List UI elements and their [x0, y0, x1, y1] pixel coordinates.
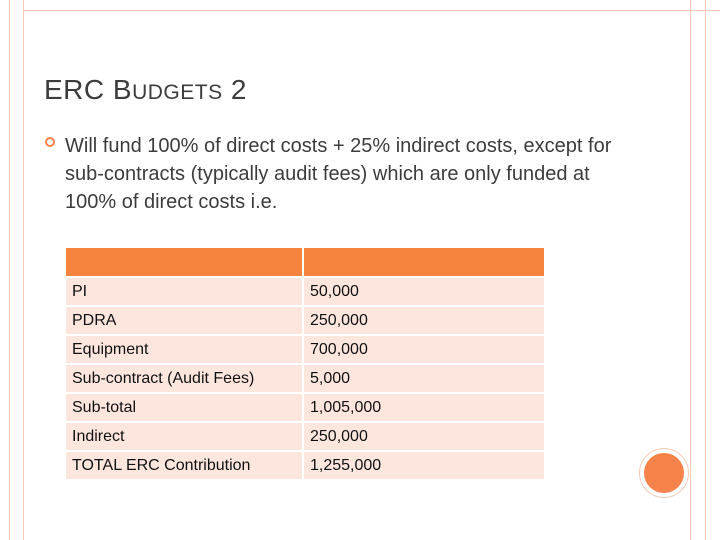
table-row [66, 423, 544, 450]
budget-item-value: 1,255,000 [304, 452, 544, 479]
bullet-text: Will fund 100% of direct costs + 25% indirect costs, except for sub-contracts (typically audit fees) which are only funded at 100% of direct costs i.e. [65, 135, 612, 213]
table-header-row [66, 248, 544, 276]
budget-item-label: PDRA [66, 307, 302, 334]
table-row [66, 452, 544, 479]
table-row [66, 307, 544, 334]
right-frame-line-inner [705, 0, 706, 540]
bullet-circle-icon [44, 136, 56, 148]
budget-item-value: 1,005,000 [304, 394, 544, 421]
bullet-item [44, 132, 624, 216]
budget-item-label: Sub-contract (Audit Fees) [66, 365, 302, 392]
table-row [66, 365, 544, 392]
budget-item-value: 5,000 [304, 365, 544, 392]
budget-item-value: 50,000 [304, 278, 544, 305]
budget-item-label: Equipment [66, 336, 302, 363]
budget-item-value: 250,000 [304, 423, 544, 450]
budget-item-label: TOTAL ERC Contribution [66, 452, 302, 479]
table-header-cell [304, 248, 544, 276]
budget-table [64, 246, 546, 481]
left-frame-border [0, 0, 24, 540]
table-header-cell [66, 248, 302, 276]
slide-title: ERC BUDGETS 2 [44, 74, 247, 105]
budget-item-label: PI [66, 278, 302, 305]
budget-item-label: Sub-total [66, 394, 302, 421]
decorative-circle [640, 449, 688, 497]
table-row [66, 394, 544, 421]
budget-item-value: 250,000 [304, 307, 544, 334]
budget-item-value: 700,000 [304, 336, 544, 363]
right-frame-line [690, 0, 691, 540]
budget-item-label: Indirect [66, 423, 302, 450]
top-frame-border [0, 0, 720, 24]
table-row [66, 278, 544, 305]
table-row [66, 336, 544, 363]
